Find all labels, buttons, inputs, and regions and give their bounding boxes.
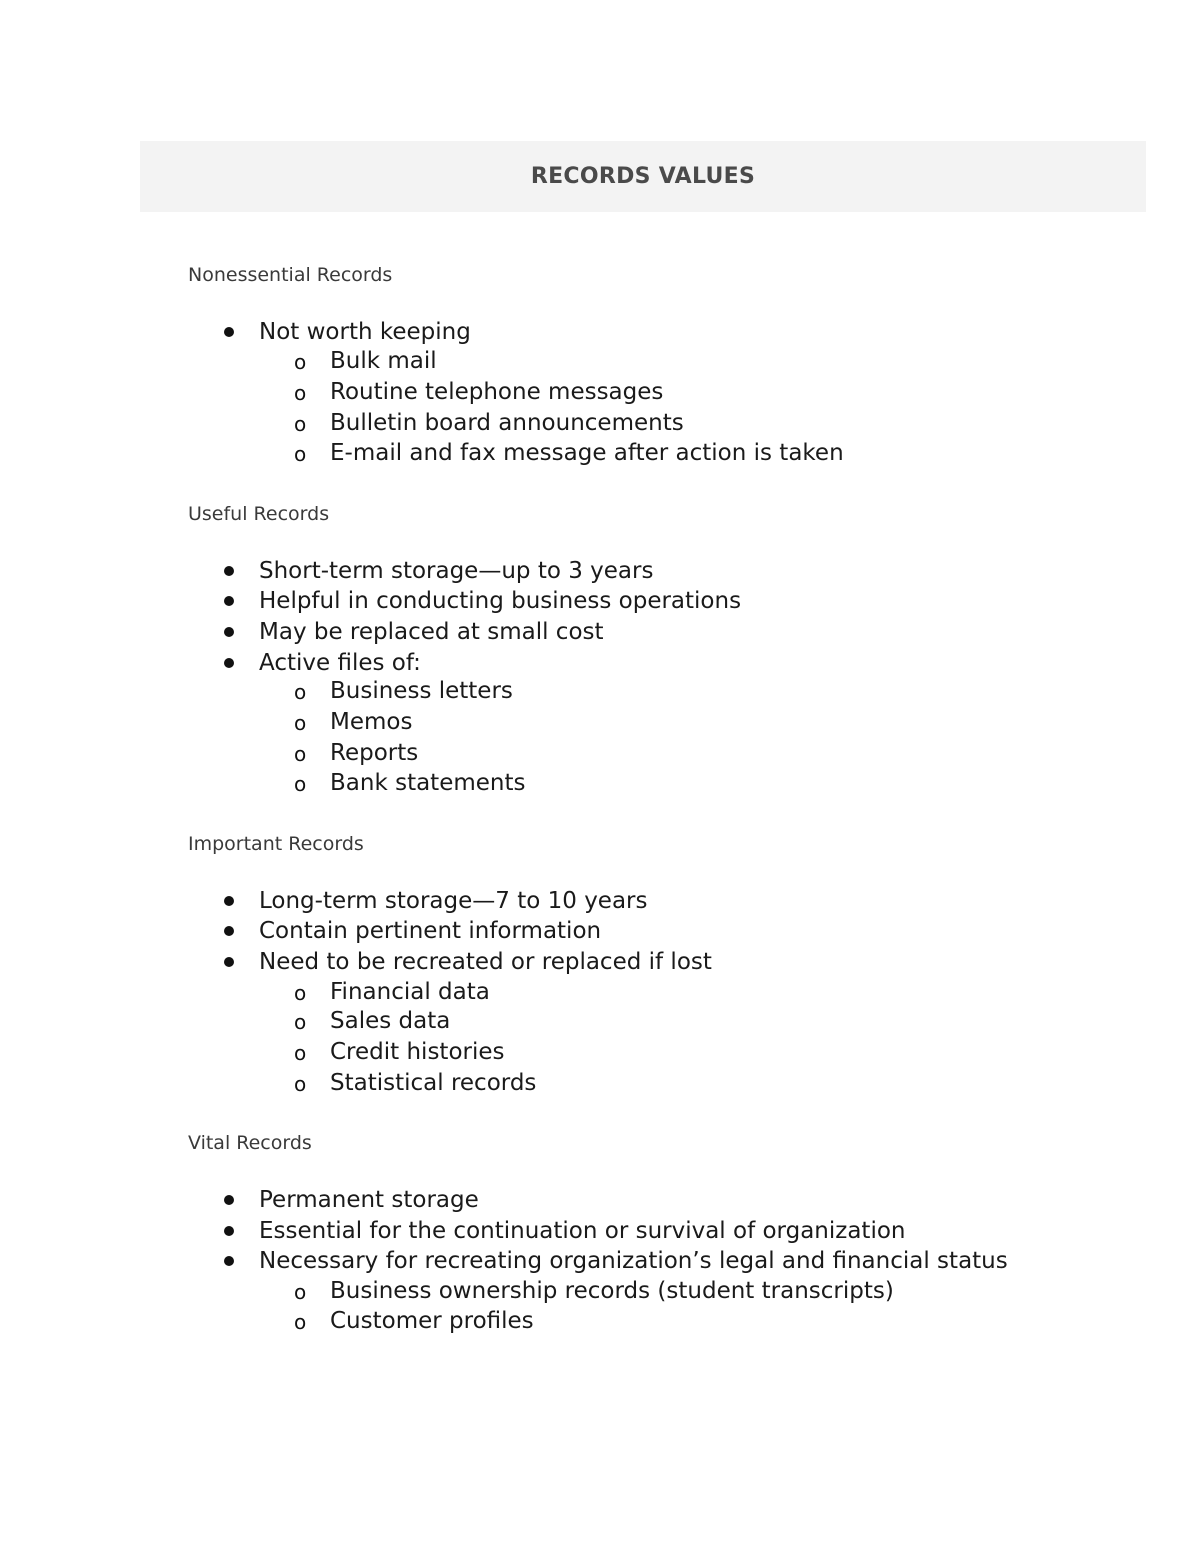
- sub-list-item: Business ownership records (student transcripts): [330, 1278, 894, 1304]
- sub-bullet-icon: o: [294, 1310, 307, 1334]
- bullet-icon: [224, 926, 234, 936]
- sub-bullet-icon: o: [294, 381, 307, 405]
- bullet-icon: [224, 1256, 234, 1266]
- sub-bullet-icon: o: [294, 1010, 307, 1034]
- sub-list-item: Statistical records: [330, 1070, 537, 1096]
- sub-list-item: Bank statements: [330, 770, 526, 796]
- list-item: Active files of:: [259, 650, 421, 676]
- section-heading: Important Records: [188, 833, 364, 855]
- bullet-icon: [224, 627, 234, 637]
- list-item: Necessary for recreating organization’s legal and financial status: [259, 1248, 1008, 1274]
- sub-bullet-icon: o: [294, 981, 307, 1005]
- sub-list-item: Sales data: [330, 1008, 451, 1034]
- bullet-icon: [224, 596, 234, 606]
- list-item: Essential for the continuation or survival of organization: [259, 1218, 906, 1244]
- sub-list-item: Bulletin board announcements: [330, 410, 684, 436]
- sub-bullet-icon: o: [294, 680, 307, 704]
- sub-bullet-icon: o: [294, 772, 307, 796]
- list-item: Not worth keeping: [259, 319, 471, 345]
- sub-list-item: Business letters: [330, 678, 513, 704]
- sub-bullet-icon: o: [294, 711, 307, 735]
- bullet-icon: [224, 1226, 234, 1236]
- list-item: Long-term storage—7 to 10 years: [259, 888, 648, 914]
- bullet-icon: [224, 896, 234, 906]
- sub-bullet-icon: o: [294, 442, 307, 466]
- sub-list-item: Customer profiles: [330, 1308, 534, 1334]
- sub-bullet-icon: o: [294, 1041, 307, 1065]
- sub-bullet-icon: o: [294, 350, 307, 374]
- sub-list-item: Credit histories: [330, 1039, 505, 1065]
- bullet-icon: [224, 566, 234, 576]
- sub-list-item: Financial data: [330, 979, 490, 1005]
- list-item: May be replaced at small cost: [259, 619, 604, 645]
- sub-list-item: E-mail and fax message after action is taken: [330, 440, 844, 466]
- sub-list-item: Reports: [330, 740, 419, 766]
- section-heading: Nonessential Records: [188, 264, 393, 286]
- bullet-icon: [224, 957, 234, 967]
- sub-list-item: Routine telephone messages: [330, 379, 664, 405]
- sub-bullet-icon: o: [294, 1072, 307, 1096]
- sub-bullet-icon: o: [294, 1280, 307, 1304]
- sub-bullet-icon: o: [294, 742, 307, 766]
- page-title: RECORDS VALUES: [530, 164, 756, 189]
- sub-list-item: Memos: [330, 709, 413, 735]
- section-heading: Useful Records: [188, 503, 330, 525]
- list-item: Helpful in conducting business operations: [259, 588, 742, 614]
- title-bar: [140, 141, 1146, 212]
- sub-list-item: Bulk mail: [330, 348, 437, 374]
- bullet-icon: [224, 327, 234, 337]
- sub-bullet-icon: o: [294, 412, 307, 436]
- list-item: Contain pertinent information: [259, 918, 602, 944]
- section-heading: Vital Records: [188, 1132, 312, 1154]
- bullet-icon: [224, 1195, 234, 1205]
- list-item: Permanent storage: [259, 1187, 479, 1213]
- bullet-icon: [224, 658, 234, 668]
- list-item: Short-term storage—up to 3 years: [259, 558, 654, 584]
- list-item: Need to be recreated or replaced if lost: [259, 949, 712, 975]
